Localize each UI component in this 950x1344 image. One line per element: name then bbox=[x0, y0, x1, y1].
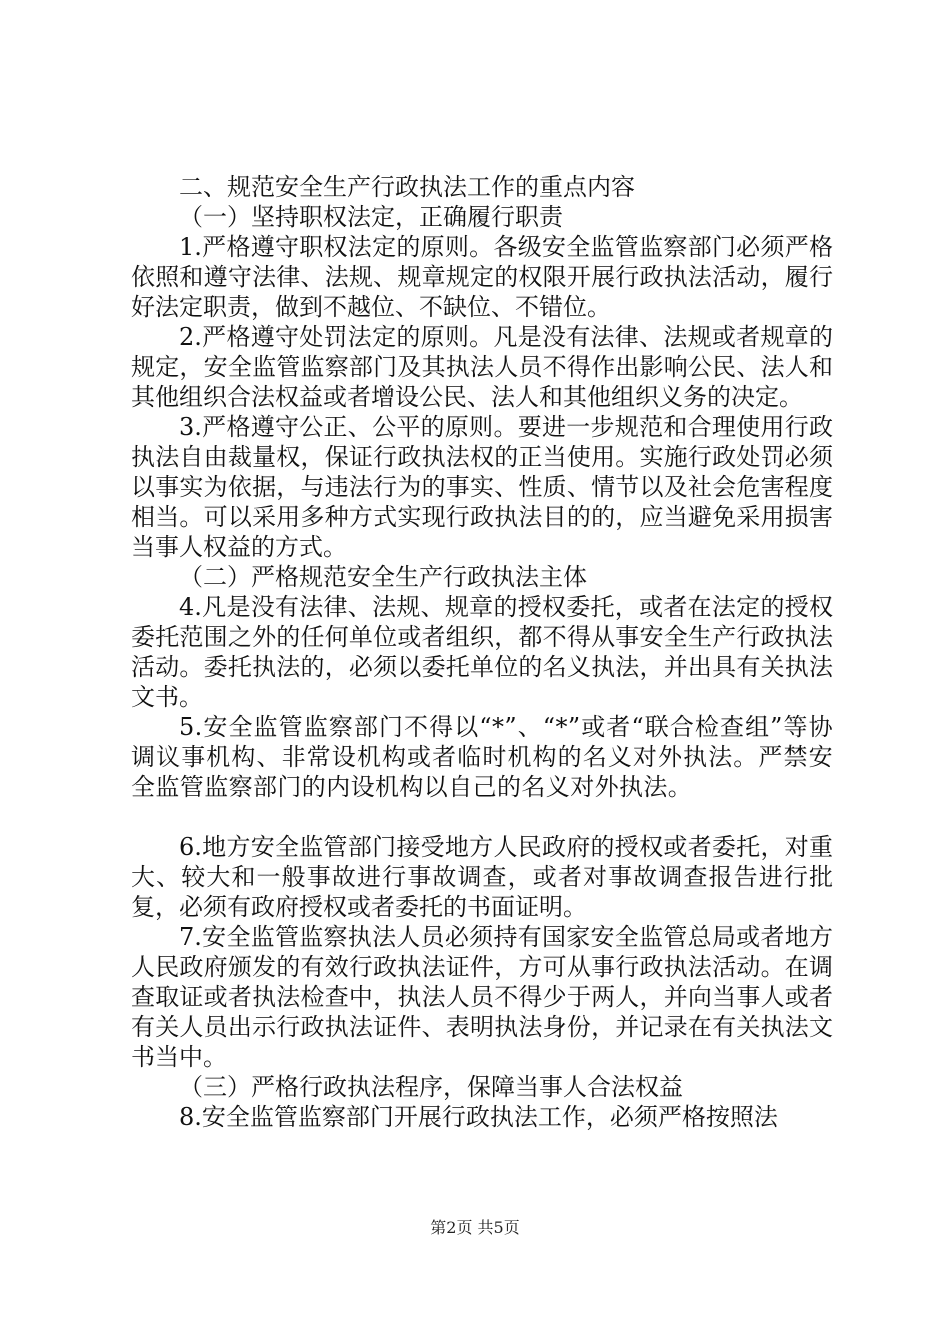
paragraph: 6.地方安全监管部门接受地方人民政府的授权或者委托，对重大、较大和一般事故进行事故调查，或者对事故调查报告进行批复，必须有政府授权或者委托的书面证明。 bbox=[131, 833, 833, 921]
document-body bbox=[131, 172, 833, 1132]
page-footer: 第2页 共5页 bbox=[430, 1218, 520, 1237]
paragraph: 7.安全监管监察执法人员必须持有国家安全监管总局或者地方人民政府颁发的有效行政执法证件，方可从事行政执法活动。在调查取证或者执法检查中，执法人员不得少于两人，并向当事人或者有关人员出示行政执法证件、表明执法身份，并记录在有关执法文书当中。 bbox=[131, 923, 833, 1071]
section-heading: 二、规范安全生产行政执法工作的重点内容 bbox=[179, 173, 635, 201]
subsection-heading: （三）严格行政执法程序，保障当事人合法权益 bbox=[179, 1073, 683, 1101]
paragraph: 5.安全监管监察部门不得以“*”、“*”或者“联合检查组”等协调议事机构、非常设机构或者临时机构的名义对外执法。严禁安全监管监察部门的内设机构以自己的名义对外执法。 bbox=[131, 713, 833, 801]
paragraph: 8.安全监管监察部门开展行政执法工作，必须严格按照法 bbox=[179, 1103, 778, 1131]
paragraph: 4.凡是没有法律、法规、规章的授权委托，或者在法定的授权委托范围之外的任何单位或者组织，都不得从事安全生产行政执法活动。委托执法的，必须以委托单位的名义执法，并出具有关执法文书。 bbox=[131, 593, 833, 711]
paragraph: 2.严格遵守处罚法定的原则。凡是没有法律、法规或者规章的规定，安全监管监察部门及其执法人员不得作出影响公民、法人和其他组织合法权益或者增设公民、法人和其他组织义务的决定。 bbox=[131, 323, 833, 411]
paragraph: 1.严格遵守职权法定的原则。各级安全监管监察部门必须严格依照和遵守法律、法规、规章规定的权限开展行政执法活动，履行好法定职责，做到不越位、不缺位、不错位。 bbox=[131, 233, 833, 321]
subsection-heading: （一）坚持职权法定，正确履行职责 bbox=[179, 203, 563, 231]
subsection-heading: （二）严格规范安全生产行政执法主体 bbox=[179, 563, 587, 591]
blank-line bbox=[131, 802, 833, 832]
paragraph: 3.严格遵守公正、公平的原则。要进一步规范和合理使用行政执法自由裁量权，保证行政执法权的正当使用。实施行政处罚必须以事实为依据，与违法行为的事实、性质、情节以及社会危害程度相当。可以采用多种方式实现行政执法目的的，应当避免采用损害当事人权益的方式。 bbox=[131, 413, 833, 561]
